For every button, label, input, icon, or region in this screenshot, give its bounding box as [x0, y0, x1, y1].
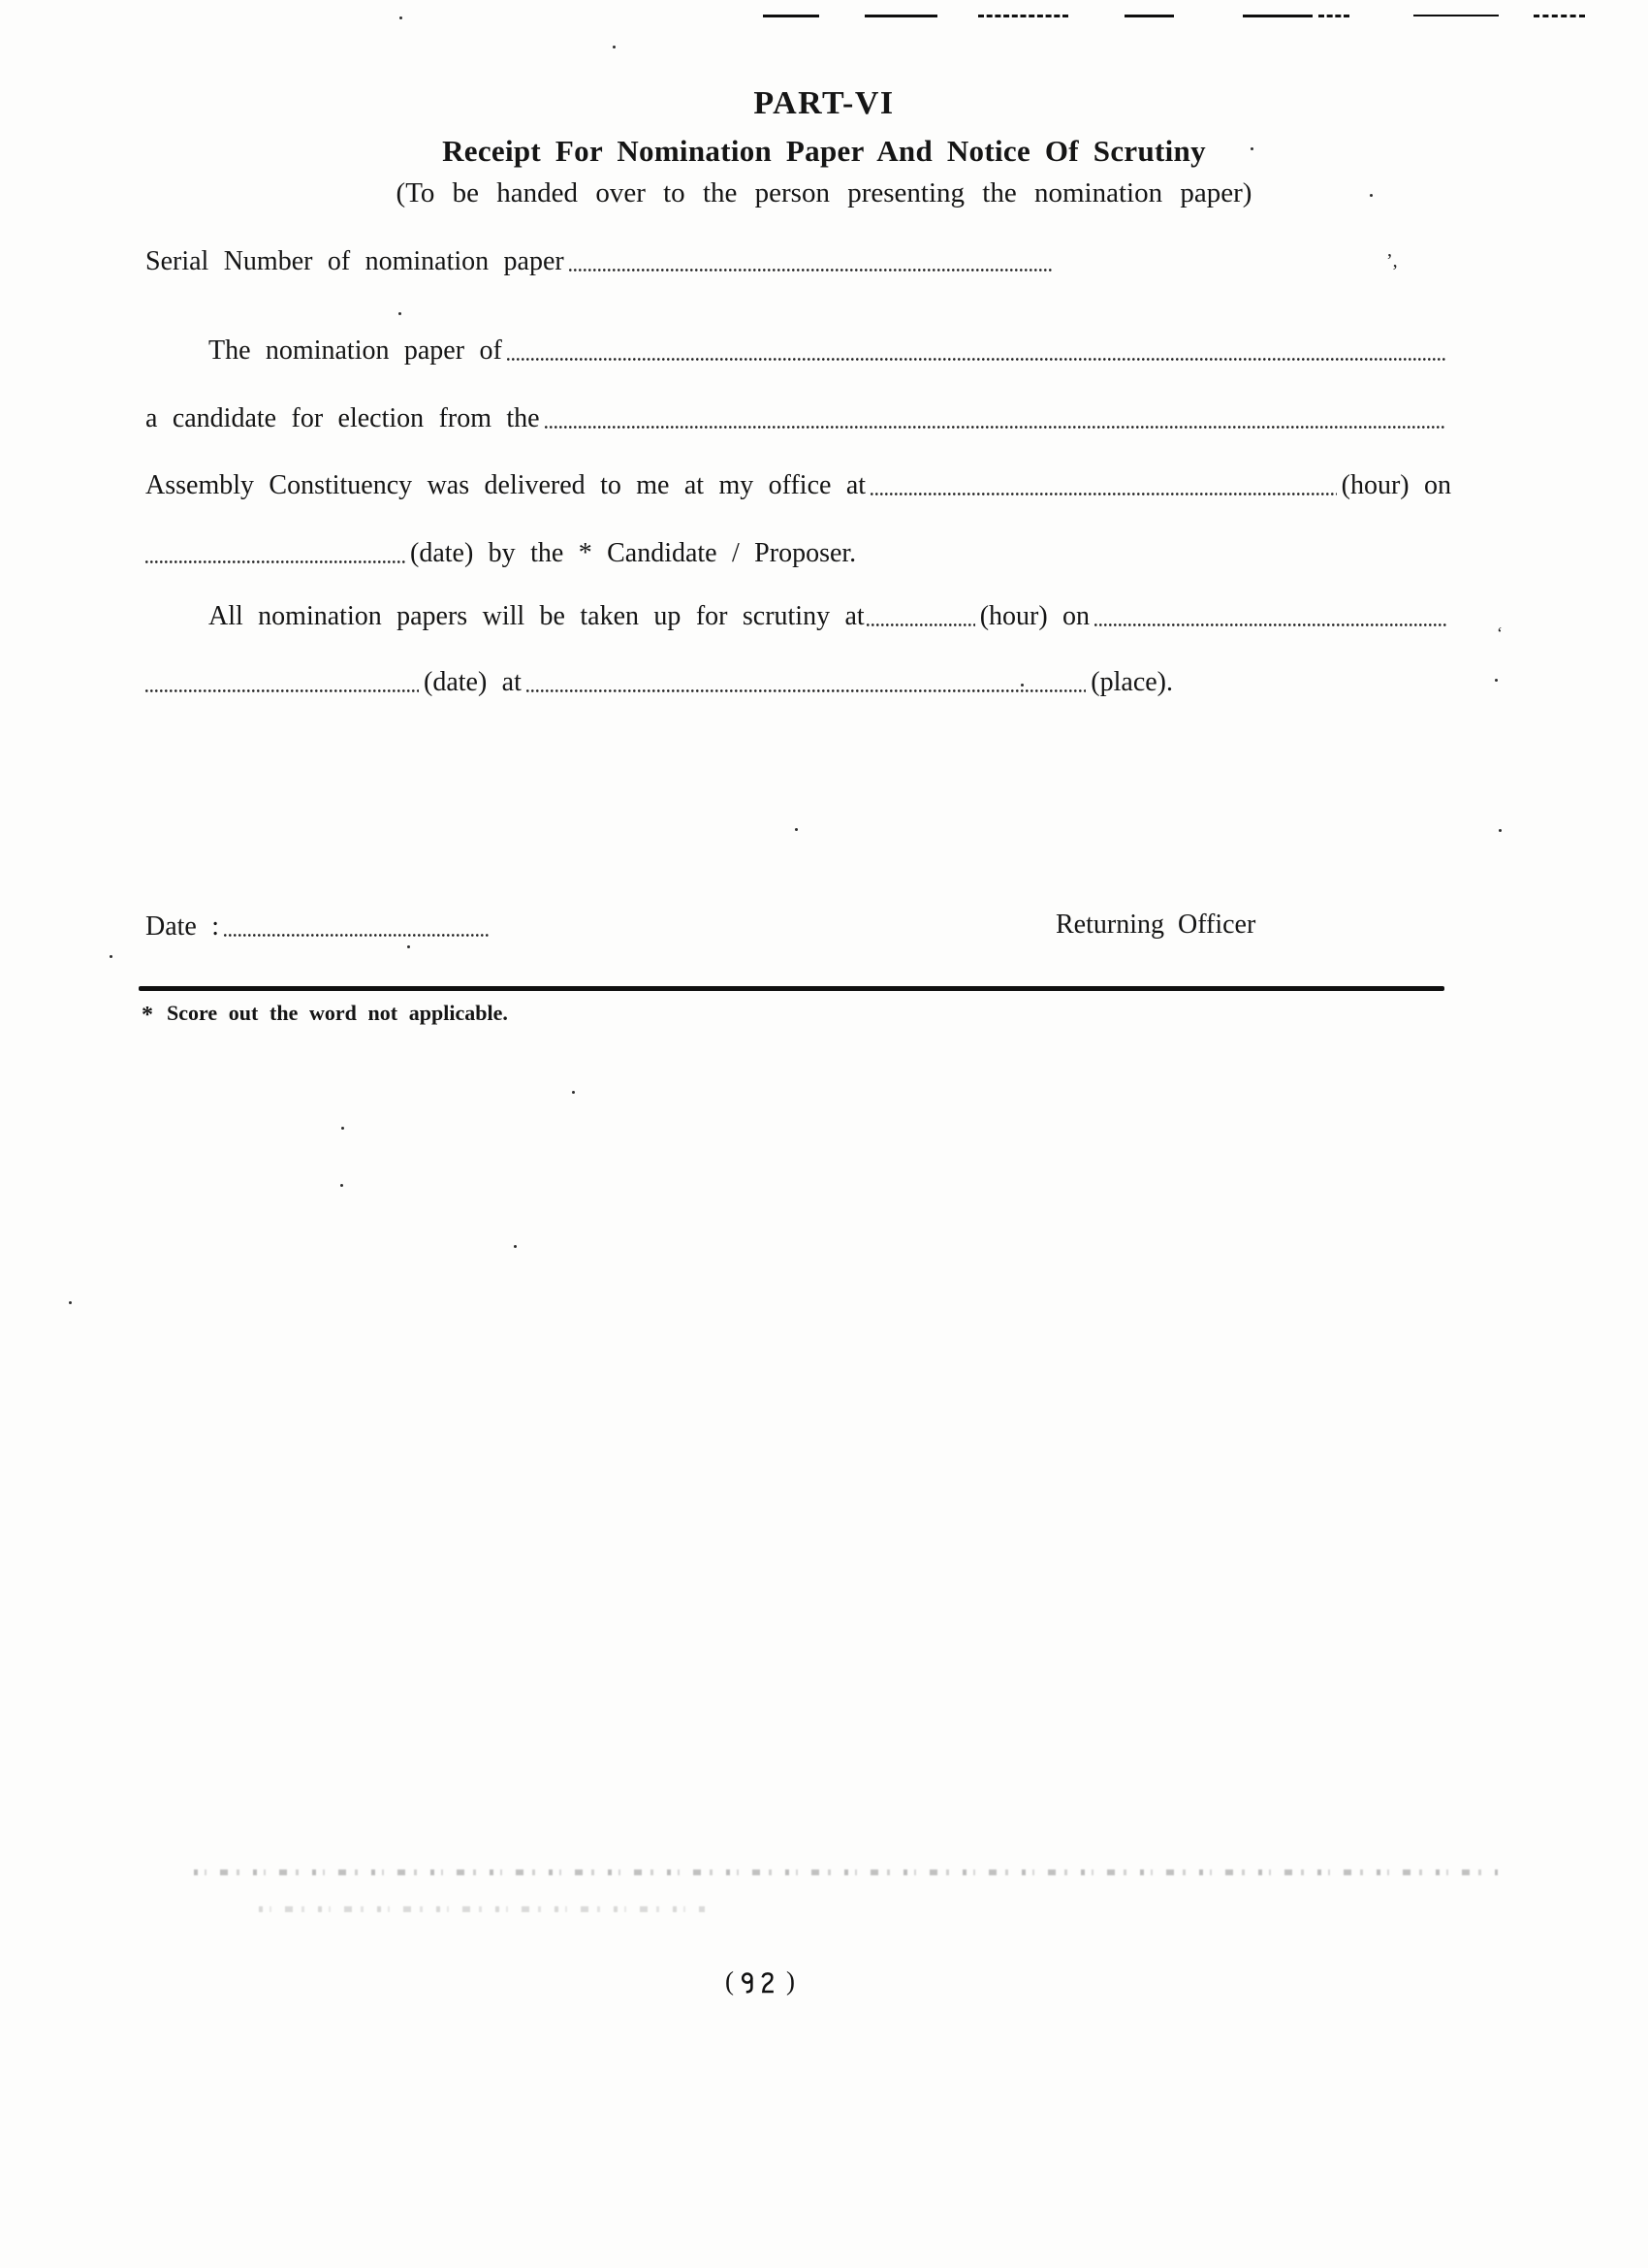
scan-artifact-dash — [763, 15, 819, 17]
delivered-suffix-label: (date) by the * Candidate / Proposer. — [410, 538, 857, 568]
scan-speck — [340, 1184, 343, 1187]
form-line-scrutiny — [208, 601, 1451, 632]
footnote-text: Score out the word not applicable. — [167, 1001, 508, 1025]
signing-date-blank — [224, 934, 491, 937]
scan-speck — [1251, 147, 1253, 150]
scan-mark: ’, — [1386, 250, 1398, 272]
scan-artifact-dash — [1125, 15, 1174, 17]
footnote — [142, 1001, 508, 1029]
scrutiny-date-mid-label: (date) at — [424, 667, 522, 697]
constituency-blank — [545, 426, 1446, 429]
scrutiny-mid-label: (hour) on — [979, 601, 1091, 631]
scan-speck — [1495, 679, 1498, 682]
date-label: Date : — [145, 911, 220, 942]
scrutiny-on-blank — [1094, 623, 1446, 626]
part-heading: PART-VI — [753, 85, 895, 121]
scan-artifact-dash — [978, 15, 1068, 17]
nomination-blank — [507, 358, 1446, 361]
devanagari-12-glyphs — [740, 1972, 780, 1994]
hour-blank — [871, 493, 1337, 495]
form-line-scrutiny-place — [145, 667, 1173, 698]
form-line-nomination — [208, 335, 1451, 367]
scan-speck — [514, 1245, 517, 1248]
form-line-date — [145, 911, 495, 942]
form-line-serial — [145, 246, 1057, 277]
serial-label: Serial Number of nomination paper — [145, 246, 564, 276]
scan-speck — [613, 46, 616, 48]
returning-officer-label: Returning Officer — [1056, 910, 1256, 940]
scan-speck — [407, 945, 410, 948]
form-line-assembly — [145, 470, 1451, 501]
footnote-divider — [139, 986, 1444, 991]
scan-speck — [110, 955, 112, 958]
scrutiny-label: All nomination papers will be taken up for scrutiny at — [208, 601, 865, 631]
scan-bleedthrough-band — [194, 1869, 1498, 1875]
scrutiny-hour-blank — [867, 623, 975, 626]
form-line-delivered — [145, 538, 857, 569]
scan-speck — [399, 16, 402, 19]
scan-mark: ʻ — [1497, 623, 1503, 643]
scan-artifact-dash — [865, 15, 937, 17]
hour-suffix-label: (hour) on — [1341, 470, 1451, 500]
scan-speck — [341, 1127, 344, 1130]
scan-artifact-dash — [1318, 15, 1349, 17]
serial-blank — [569, 269, 1052, 272]
scrutiny-date-blank — [145, 689, 419, 692]
scan-speck — [1021, 684, 1024, 687]
nomination-label: The nomination paper of — [208, 335, 502, 366]
asterisk-marker: * — [142, 1003, 153, 1028]
scan-bleedthrough-band — [259, 1906, 705, 1912]
page-number-open-paren: ( — [725, 1966, 734, 1996]
form-line-candidate — [145, 403, 1451, 434]
scan-speck — [398, 312, 401, 315]
date-blank — [145, 560, 405, 563]
scan-speck — [69, 1301, 72, 1304]
page-number-close-paren: ) — [786, 1966, 795, 1996]
scrutiny-place-blank — [526, 689, 1086, 692]
scan-speck — [1370, 194, 1373, 197]
page-subtitle: (To be handed over to the person presenting the nomination paper) — [396, 177, 1252, 208]
scan-speck — [572, 1091, 575, 1094]
page-title: Receipt For Nomination Paper And Notice Of Scrutiny — [442, 134, 1206, 168]
scan-artifact-dash — [1413, 15, 1499, 16]
scrutiny-suffix-label: (place). — [1091, 667, 1173, 697]
candidate-label: a candidate for election from the — [145, 403, 540, 433]
scan-speck — [1499, 829, 1502, 832]
scan-artifact-dash — [1243, 15, 1313, 17]
assembly-label: Assembly Constituency was delivered to me at my office at — [145, 470, 867, 500]
page-number — [725, 1966, 795, 1996]
scan-artifact-dash — [1534, 15, 1585, 17]
scan-speck — [795, 828, 798, 831]
